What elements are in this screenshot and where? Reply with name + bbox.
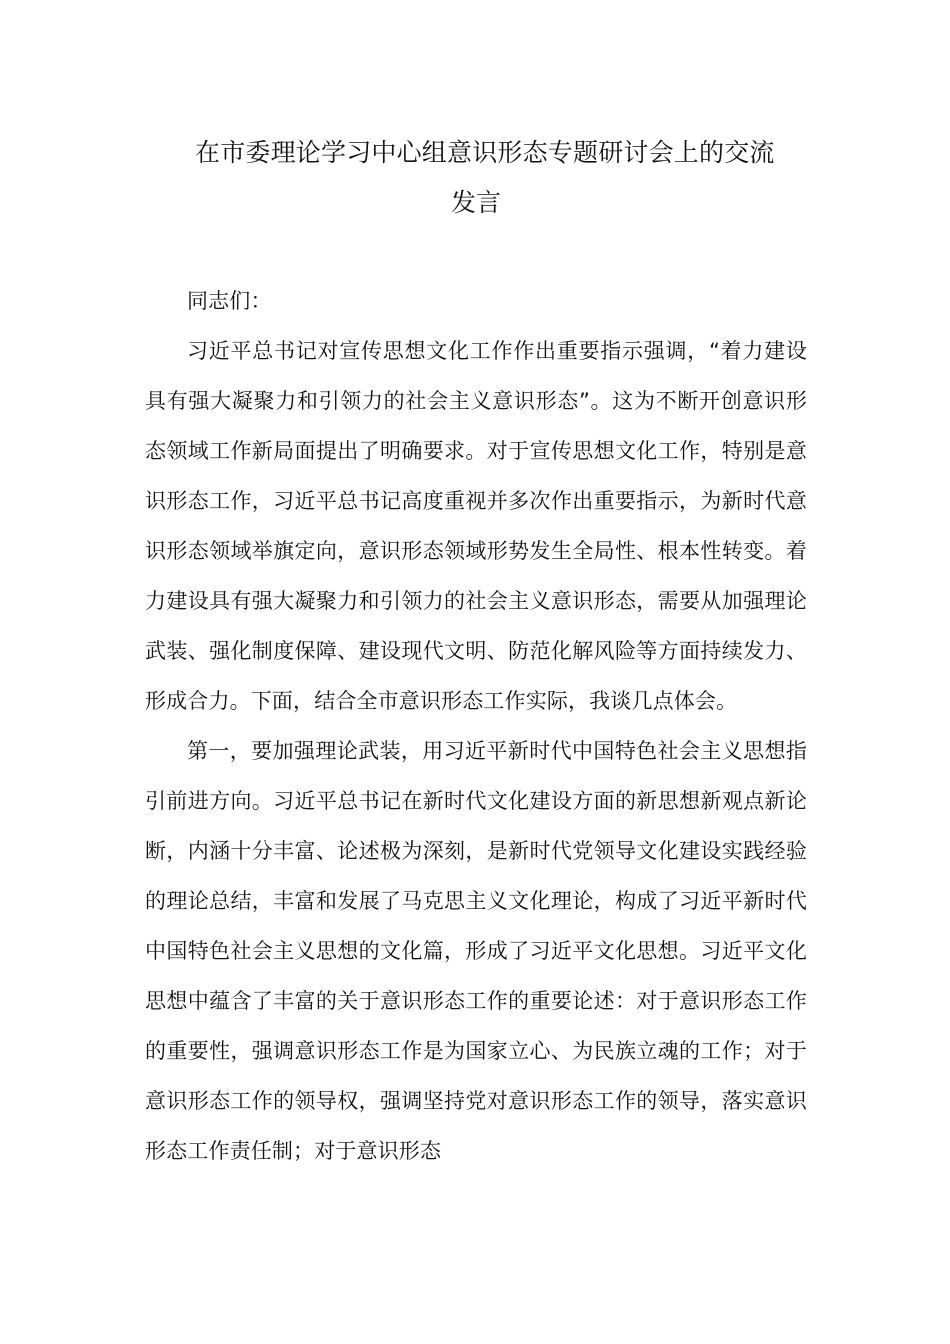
document-title [195, 128, 805, 228]
document-body [145, 276, 807, 1176]
salutation: 同志们： [187, 289, 272, 313]
paragraph-1: 习近平总书记对宣传思想文化工作作出重要指示强调，“着力建设具有强大凝聚力和引领力的社会主义意识形态”。这为不断开创意识形态领域工作新局面提出了明确要求。对于宣传思想文化工作，特别是意识形态工作，习近平总书记高度重视并多次作出重要指示，为新时代意识形态领域举旗定向，意识形态领域形势发生全局性、根本性转变。着力建设具有强大凝聚力和引领力的社会主义意识形态，需要从加强理论武装、强化制度保障、建设现代文明、防范化解风险等方面持续发力、形成合力。下面，结合全市意识形态工作实际，我谈几点体会。 [145, 339, 807, 713]
title-line-1: 在市委理论学习中心组意识形态专题研讨会上的交流 [195, 138, 775, 167]
paragraph-2: 第一，要加强理论武装，用习近平新时代中国特色社会主义思想指引前进方向。习近平总书记在新时代文化建设方面的新思想新观点新论断，内涵十分丰富、论述极为深刻，是新时代党领导文化建设实践经验的理论总结，丰富和发展了马克思主义文化理论，构成了习近平新时代中国特色社会主义思想的文化篇，形成了习近平文化思想。习近平文化思想中蕴含了丰富的关于意识形态工作的重要论述：对于意识形态工作的重要性，强调意识形态工作是为国家立心、为民族立魂的工作；对于意识形态工作的领导权，强调坚持党对意识形态工作的领导，落实意识形态工作责任制；对于意识形态 [145, 739, 807, 1163]
title-line-2: 发言 [450, 188, 501, 217]
